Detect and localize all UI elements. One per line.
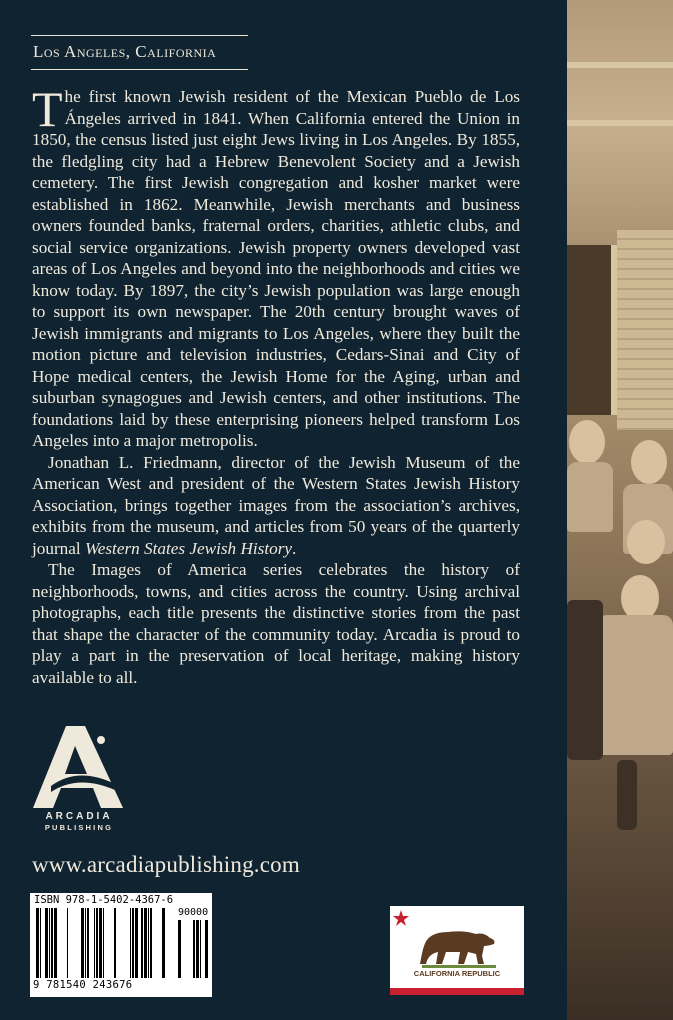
paragraph-series: The Images of America series celebrates the history of neighborhoods, towns, and cities across the country. Using archival photographs, each title presents the distinctive stories from the past that shape the character of the community today. Arcadia is proud to play a part in the preservation of local heritage, making history available to all. — [32, 560, 520, 687]
photo-face — [631, 440, 667, 484]
barcode-addon-bars — [178, 920, 208, 978]
bottom-rule — [31, 69, 248, 70]
barcode-bar — [150, 908, 152, 978]
publisher-website[interactable]: www.arcadiapublishing.com — [32, 852, 300, 877]
photo-window — [567, 245, 617, 415]
paragraph-author-text: Jonathan L. Friedmann, director of the Jewish Museum of the American West and president of the Western States Jewish History Association, brings together images from the association’s archives, exhibits from the museum, and articles from 50 years of the quarterly journal — [32, 452, 520, 558]
barcode-bar — [114, 908, 116, 978]
journal-title: Western States Jewish History — [84, 538, 293, 558]
barcode-bar — [36, 908, 39, 978]
barcode-bar — [193, 920, 195, 978]
barcode-bar — [148, 908, 149, 978]
barcode-bar — [94, 908, 95, 978]
barcode-bar — [85, 908, 86, 978]
paragraph-author-end: . — [292, 538, 297, 558]
barcode-bar — [162, 908, 165, 978]
barcode-bar — [54, 908, 57, 978]
barcode-bar — [67, 908, 68, 978]
barcode-bar — [132, 908, 134, 978]
barcode-bars — [36, 908, 172, 978]
photo-face — [569, 420, 605, 464]
barcode-bar — [200, 920, 201, 978]
california-flag — [390, 906, 524, 995]
barcode-bar — [196, 920, 199, 978]
location-title: Los Angeles, California — [33, 42, 217, 61]
description-text — [32, 81, 520, 688]
photo-trim — [567, 62, 673, 68]
photo-figure — [617, 760, 637, 830]
barcode-bar — [141, 908, 143, 978]
barcode-bar — [81, 908, 84, 978]
barcode-digits: 9 781540 243676 — [33, 979, 133, 991]
barcode-bar — [135, 908, 138, 978]
price-code: 90000 — [178, 907, 209, 918]
paragraph-history — [32, 81, 520, 452]
barcode-bar — [51, 908, 53, 978]
barcode-bar — [87, 908, 89, 978]
bear-icon — [418, 922, 498, 968]
publisher-wordmark — [33, 811, 125, 832]
flag-label: CALIFORNIA REPUBLIC — [413, 969, 501, 978]
barcode-bar — [103, 908, 104, 978]
publisher-subname: PUBLISHING — [44, 823, 114, 832]
paragraph-author — [32, 452, 520, 560]
red-star-icon — [393, 910, 409, 926]
photo-face — [627, 520, 665, 564]
barcode-bar — [130, 908, 131, 978]
isbn-number: ISBN 978-1-5402-4367-6 — [34, 894, 174, 906]
barcode-bar — [178, 920, 181, 978]
barcode-bar — [99, 908, 102, 978]
location-heading — [31, 35, 248, 70]
paragraph-history-text: he first known Jewish resident of the Mexican Pueblo de Los Ángeles arrived in 1841. When California entered the Union in 1850, the census listed just eight Jews living in Los Angeles. By 1855, the fledgling city had a Hebrew Benevolent Society and a Jewish cemetery. The first Jewish congregation and kosher market were established in 1862. Meanwhile, Jewish merchants and business owners founded banks, fraternal orders, charities, athletic clubs, and social service organizations. Jewish property owners developed vast areas of Los Angeles and beyond into the neighborhoods and cities we know today. By 1897, the city’s Jewish population was large enough to support its own newspaper. The 20th century brought waves of Jewish immigrants and migrants to Los Angeles, where they built the motion picture and television industries, Cedars-Sinai and City of Hope medical centers, the Jewish Home for the Aging, urban and suburban synagogues and Jewish centers, and other institutions. The foundations laid by these enterprising pioneers helped transform Los Angeles into a major metropolis. — [32, 87, 520, 450]
barcode-bar — [49, 908, 50, 978]
isbn-barcode — [30, 893, 212, 997]
photo-trim — [567, 120, 673, 126]
barcode-bar — [205, 920, 208, 978]
photo-figure — [567, 462, 613, 532]
barcode-bar — [45, 908, 48, 978]
barcode-bar — [144, 908, 147, 978]
barcode-bar — [96, 908, 98, 978]
photo-figure — [597, 615, 673, 755]
photo-figure — [567, 600, 603, 760]
drop-cap: T — [32, 81, 63, 137]
publisher-name: ARCADIA — [45, 811, 113, 822]
photo-siding — [617, 230, 673, 430]
archival-photo-strip — [567, 0, 673, 1020]
barcode-bar — [40, 908, 41, 978]
